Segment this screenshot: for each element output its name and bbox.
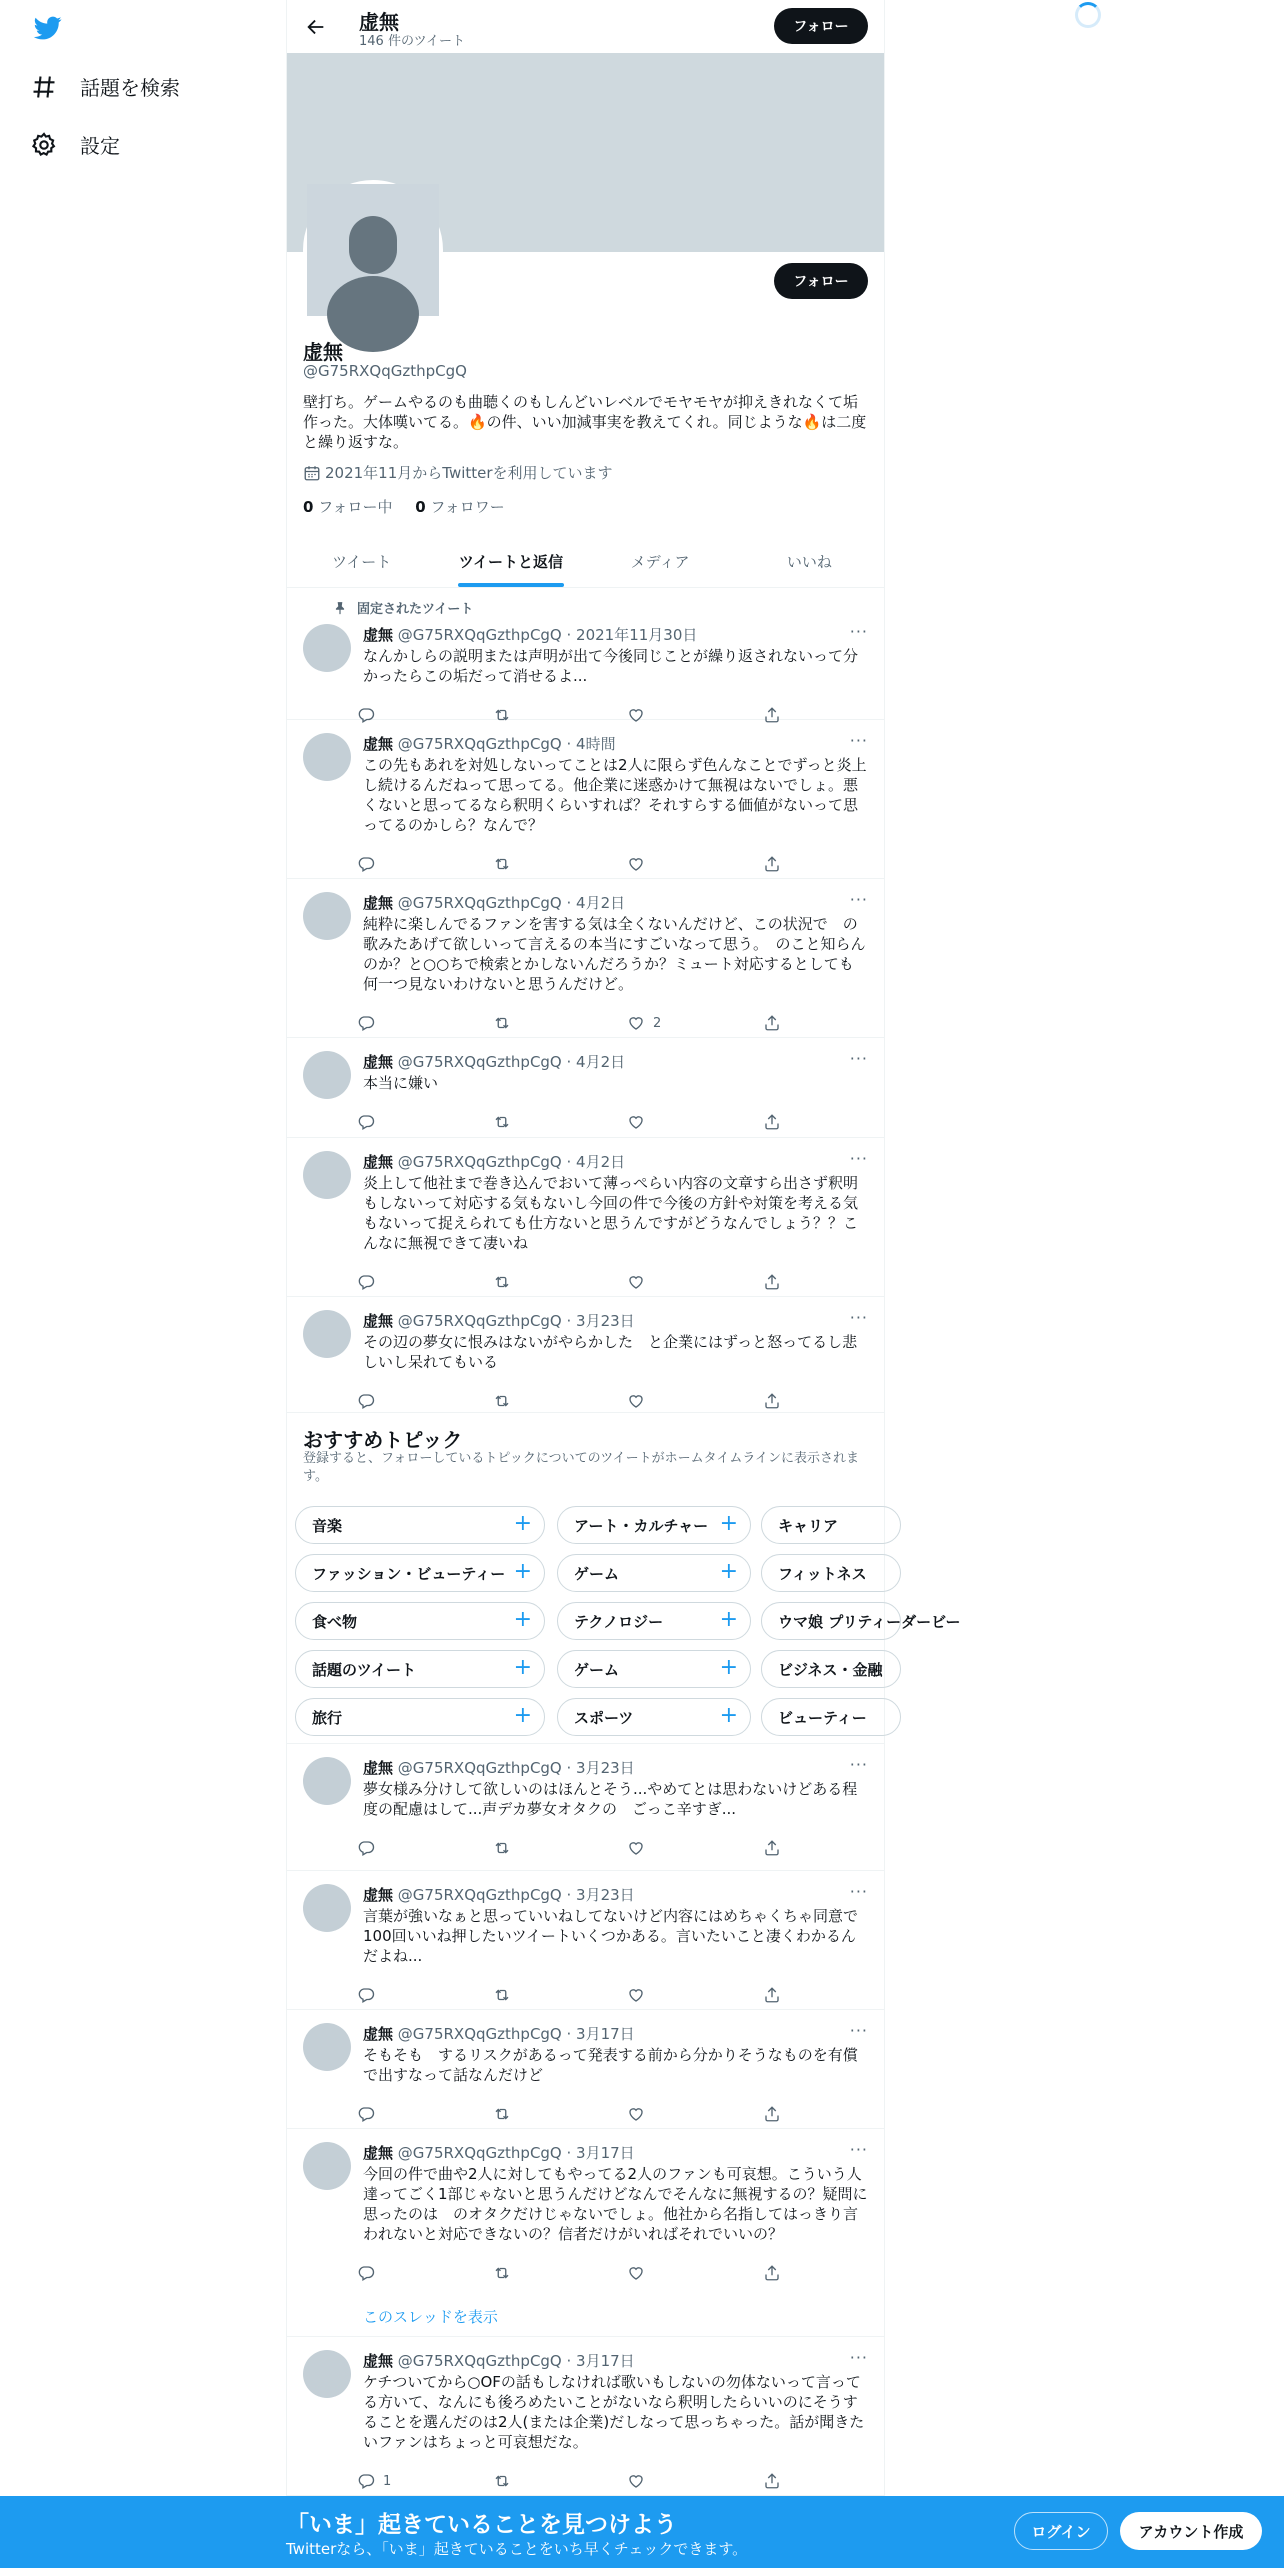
tweet-text: ケチついてから○OFの話もしなければ歌いもしないの勿体ないって言ってる方いて、なんにも後ろめたいことがないなら釈明したらいいのにそうすることを選んだのは2人(または企業)だしなって思っちゃった。話が聞きたいファンはちょっと可哀想だな。: [363, 2373, 865, 2451]
topic-chip-label: ビジネス・金融: [778, 1660, 883, 1679]
topic-chip[interactable]: [557, 1554, 751, 1592]
tweet[interactable]: [287, 721, 884, 879]
retweet-icon: [493, 1273, 511, 1291]
topic-chip[interactable]: [557, 1650, 751, 1688]
reply-icon: [357, 1113, 375, 1131]
topic-chip[interactable]: [295, 1698, 545, 1736]
tweet-actions: [357, 1392, 787, 1412]
tweet-text: 夢女様み分けして欲しいのはほんとそう...やめてとは思わないけどある程度の配慮はして...声デカ夢女オタクの ごっこ辛すぎ...: [363, 1780, 858, 1818]
nav-explore[interactable]: [30, 72, 180, 101]
plus-icon[interactable]: +: [719, 1703, 738, 1728]
tweet-meta[interactable]: @G75RXQqGzthpCgQ · 3月23日: [397, 1759, 635, 1777]
tweet-actions: [357, 2264, 787, 2284]
reply-button[interactable]: [357, 1273, 383, 1291]
share-icon: [763, 1392, 781, 1410]
reply-icon: [357, 1392, 375, 1410]
share-button[interactable]: [763, 2264, 781, 2282]
share-icon: [763, 2105, 781, 2123]
tweet-avatar[interactable]: [303, 892, 351, 940]
login-button[interactable]: ログイン: [1014, 2512, 1108, 2550]
tweet-avatar[interactable]: [303, 2142, 351, 2190]
topic-chip-label: 旅行: [312, 1708, 343, 1727]
more-options-icon[interactable]: ···: [849, 890, 868, 909]
topic-chip-label: アート・カルチャー: [574, 1516, 709, 1535]
tweet-actions: [357, 2105, 787, 2125]
topic-chip[interactable]: [761, 1602, 961, 1640]
topic-chip[interactable]: [295, 1554, 545, 1592]
heart-icon: [627, 1273, 645, 1291]
more-options-icon[interactable]: ···: [849, 2021, 868, 2040]
pinned-tweet-text: 固定されたツイート: [357, 602, 474, 617]
tab-tweets-and-replies[interactable]: ツイートと返信: [436, 535, 585, 587]
tab-tweets[interactable]: ツイート: [331, 552, 392, 571]
profile-follow-button[interactable]: フォロー: [774, 263, 868, 299]
tweet[interactable]: [287, 2130, 884, 2337]
reply-button[interactable]: [357, 2472, 391, 2490]
retweet-button[interactable]: [493, 1839, 511, 1857]
tweet-actions: [357, 1986, 787, 2006]
reply-icon: [357, 2472, 375, 2490]
tweet-author-name[interactable]: 虚無: [363, 626, 394, 644]
nav-explore-label: 話題を検索: [80, 76, 180, 100]
retweet-icon: [493, 855, 511, 873]
tweet-meta[interactable]: @G75RXQqGzthpCgQ · 3月17日: [397, 2144, 635, 2162]
like-button[interactable]: [627, 1014, 661, 1032]
topics-description: 登録すると、フォローしているトピックについてのツイートがホームタイムラインに表示されます。: [303, 1451, 860, 1484]
followers-count: 0: [415, 498, 426, 516]
tweet-author-name[interactable]: 虚無: [363, 894, 394, 912]
heart-icon: [627, 1839, 645, 1857]
heart-icon: [627, 2472, 645, 2490]
tweet-avatar[interactable]: [303, 2350, 351, 2398]
topic-chip-label: スポーツ: [574, 1708, 634, 1727]
topic-chip-label: テクノロジー: [574, 1612, 664, 1631]
share-button[interactable]: [763, 1113, 781, 1131]
topic-chip[interactable]: [761, 1650, 901, 1688]
retweet-icon: [493, 2105, 511, 2123]
topic-chip[interactable]: [557, 1506, 751, 1544]
tweet[interactable]: [287, 1745, 884, 1871]
tweet-avatar[interactable]: [303, 624, 351, 672]
retweet-button[interactable]: [493, 855, 511, 873]
pinned-tweet[interactable]: [287, 590, 884, 720]
plus-icon[interactable]: +: [513, 1703, 532, 1728]
nav-settings-label: 設定: [80, 134, 120, 158]
retweet-icon: [493, 1014, 511, 1032]
followers-link[interactable]: [415, 498, 504, 516]
following-label: フォロー中: [313, 498, 393, 516]
like-button[interactable]: [627, 2472, 653, 2490]
plus-icon[interactable]: +: [719, 1607, 738, 1632]
tweet-text: 言葉が強いなぁと思っていいねしてないけど内容にはめちゃくちゃ同意で100回いいね押したいツイートいくつかある。言いたいこと凄くわかるんだよね...: [363, 1907, 859, 1965]
following-count: 0: [303, 498, 314, 516]
heart-icon: [627, 855, 645, 873]
following-link[interactable]: [303, 498, 392, 516]
signup-banner-subtitle: Twitterなら、「いま」起きていることをいち早くチェックできます。: [286, 2540, 748, 2558]
tweet-header: [363, 1884, 635, 1905]
share-button[interactable]: [763, 1986, 781, 2004]
tweet-text: 今回の件で曲や2人に対してもやってる2人のファンも可哀想。こういう人達ってごく1部じゃないと思うんだけどなんでそんなに無視するの？疑問に思ったのは のオタクだけじゃないでしょ。他社から名指してはっきり言われないと対応できないの？信者だけがいればそれでいいの？: [363, 2165, 868, 2243]
tweet-meta[interactable]: @G75RXQqGzthpCgQ · 3月17日: [397, 2025, 635, 2043]
pin-icon: [333, 601, 347, 615]
tweet-header: [363, 1151, 625, 1172]
loading-spinner-icon: [1075, 2, 1101, 28]
tweet[interactable]: [287, 1039, 884, 1138]
reply-icon: [357, 1986, 375, 2004]
tweet-meta[interactable]: @G75RXQqGzthpCgQ · 2021年11月30日: [397, 626, 698, 644]
plus-icon[interactable]: +: [719, 1511, 738, 1536]
retweet-icon: [493, 1986, 511, 2004]
tweet-header: [363, 733, 616, 754]
tweet-text: その辺の夢女に恨みはないがやらかした と企業にはずっと怒ってるし悲しいし呆れてもいる: [363, 1333, 858, 1371]
topic-chip-label: 食べ物: [312, 1612, 358, 1631]
back-arrow-icon[interactable]: [305, 16, 327, 38]
gear-icon: [30, 131, 58, 159]
topic-chip-label: 話題のツイート: [312, 1660, 416, 1679]
tweet-avatar[interactable]: [303, 1310, 351, 1358]
topic-chip-label: 音楽: [312, 1516, 343, 1535]
tweet-author-name[interactable]: 虚無: [363, 1759, 394, 1777]
tweet-header: [363, 2023, 635, 2044]
plus-icon[interactable]: +: [513, 1607, 532, 1632]
signup-banner-title: 「いま」起きていることを見つけよう: [286, 2512, 677, 2538]
header-tweet-count: 146 件のツイート: [359, 34, 466, 49]
tweet-author-name[interactable]: 虚無: [363, 1312, 394, 1330]
share-icon: [763, 1273, 781, 1291]
topic-chip-label: ゲーム: [574, 1564, 620, 1583]
plus-icon[interactable]: +: [513, 1655, 532, 1680]
plus-icon[interactable]: +: [513, 1511, 532, 1536]
retweet-icon: [493, 1839, 511, 1857]
tweet-meta[interactable]: @G75RXQqGzthpCgQ · 4月2日: [397, 1153, 626, 1171]
tweet-meta[interactable]: @G75RXQqGzthpCgQ · 3月23日: [397, 1312, 635, 1330]
reply-count: 1: [383, 2473, 392, 2489]
more-options-icon[interactable]: ···: [849, 1308, 868, 1327]
tweet-text: 炎上して他社まで巻き込んでおいて薄っぺらい内容の文章すら出さず釈明もしないって対応する気もないし今回の件で今後の方針や対策を考える気もないって捉えられても仕方ないと思うんですがどうなんでしょう？？こんなに無視できて凄いね: [363, 1174, 859, 1252]
profile-header-bar: [287, 0, 884, 53]
share-button[interactable]: [763, 855, 781, 873]
reply-icon: [357, 2264, 375, 2282]
more-options-icon[interactable]: ···: [849, 2140, 868, 2159]
reply-button[interactable]: [357, 1014, 383, 1032]
hashtag-icon: [30, 73, 58, 101]
profile-joined-text: 2021年11月からTwitterを利用しています: [325, 464, 613, 482]
tweet-meta[interactable]: @G75RXQqGzthpCgQ · 4月2日: [397, 894, 626, 912]
share-icon: [763, 2264, 781, 2282]
tweet-author-name[interactable]: 虚無: [363, 1886, 394, 1904]
heart-icon: [627, 1113, 645, 1131]
topic-chip[interactable]: [295, 1602, 545, 1640]
tweet-header: [363, 1757, 635, 1778]
tweet-actions: [357, 2472, 787, 2492]
reply-icon: [357, 855, 375, 873]
topic-chip[interactable]: [557, 1698, 751, 1736]
reply-button[interactable]: [357, 1392, 383, 1410]
tweet-meta[interactable]: @G75RXQqGzthpCgQ · 4時間: [397, 735, 616, 753]
show-thread-link[interactable]: このスレッドを表示: [363, 2308, 498, 2326]
retweet-button[interactable]: [493, 2472, 511, 2490]
profile-joined: [303, 462, 613, 483]
tweet-header: [363, 2142, 635, 2163]
topic-chip-label: ウマ娘 プリティーダービー: [778, 1612, 961, 1631]
topic-chip-label: ファッション・ビューティー: [312, 1564, 506, 1583]
signup-button[interactable]: アカウント作成: [1120, 2512, 1262, 2550]
default-avatar-icon: [307, 184, 439, 316]
topic-chip[interactable]: [761, 1506, 901, 1544]
topic-chip[interactable]: [761, 1698, 901, 1736]
tweet[interactable]: [287, 1872, 884, 2010]
share-button[interactable]: [763, 1014, 781, 1032]
like-button[interactable]: [627, 1273, 653, 1291]
profile-name: 虚無: [303, 340, 343, 364]
tweet[interactable]: [287, 1298, 884, 1413]
plus-icon[interactable]: +: [513, 1559, 532, 1584]
heart-icon: [627, 2264, 645, 2282]
retweet-button[interactable]: [493, 1986, 511, 2004]
retweet-button[interactable]: [493, 1014, 511, 1032]
tweet-author-name[interactable]: 虚無: [363, 1053, 394, 1071]
reply-button[interactable]: [357, 1839, 383, 1857]
more-options-icon[interactable]: ···: [849, 1882, 868, 1901]
like-button[interactable]: [627, 1986, 653, 2004]
tweet-header: [363, 1310, 635, 1331]
signup-banner: [0, 2496, 1284, 2568]
retweet-button[interactable]: [493, 2105, 511, 2123]
tweet-avatar[interactable]: [303, 1151, 351, 1199]
retweet-icon: [493, 1113, 511, 1131]
profile-follow-stats: [303, 496, 505, 517]
reply-icon: [357, 1839, 375, 1857]
profile-tabs: [287, 535, 884, 588]
heart-icon: [627, 1986, 645, 2004]
share-icon: [763, 1986, 781, 2004]
share-button[interactable]: [763, 1273, 781, 1291]
tweet[interactable]: [287, 2011, 884, 2129]
share-icon: [763, 1113, 781, 1131]
tweet-actions: [357, 855, 787, 875]
plus-icon[interactable]: +: [719, 1655, 738, 1680]
tweet-text: 本当に嫌い: [363, 1074, 439, 1092]
heart-icon: [627, 2105, 645, 2123]
share-icon: [763, 2472, 781, 2490]
more-options-icon[interactable]: ···: [849, 622, 868, 641]
tweet-actions: [357, 1273, 787, 1293]
profile-handle: @G75RXQqGzthpCgQ: [303, 362, 467, 380]
share-icon: [763, 1839, 781, 1857]
retweet-button[interactable]: [493, 2264, 511, 2282]
tweet-author-name[interactable]: 虚無: [363, 2144, 394, 2162]
heart-icon: [627, 1014, 645, 1032]
tweet-header: [363, 624, 697, 645]
tweet-meta[interactable]: @G75RXQqGzthpCgQ · 3月17日: [397, 2352, 635, 2370]
profile-column: [286, 0, 961, 2568]
share-button[interactable]: [763, 2472, 781, 2490]
tweet-avatar[interactable]: [303, 1051, 351, 1099]
topic-chip[interactable]: [557, 1602, 751, 1640]
tweet-text: なんかしらの説明または声明が出て今後同じことが繰り返されないって分かったらこの垢だって消せるよ...: [363, 647, 859, 685]
tweet-avatar[interactable]: [303, 1757, 351, 1805]
retweet-icon: [493, 2264, 511, 2282]
tweet-avatar[interactable]: [303, 733, 351, 781]
reply-button[interactable]: [357, 1986, 383, 2004]
pinned-tweet-label: [333, 598, 473, 617]
tweet[interactable]: [287, 2338, 884, 2496]
reply-button[interactable]: [357, 2105, 383, 2123]
more-options-icon[interactable]: ···: [849, 1149, 868, 1168]
tab-media[interactable]: メディア: [630, 552, 690, 571]
plus-icon[interactable]: +: [719, 1559, 738, 1584]
tweet-header: [363, 1051, 625, 1072]
header-profile-name: 虚無: [359, 10, 399, 34]
more-options-icon[interactable]: ···: [849, 731, 868, 750]
retweet-icon: [493, 2472, 511, 2490]
topic-chip[interactable]: [295, 1650, 545, 1688]
like-button[interactable]: [627, 2264, 653, 2282]
retweet-button[interactable]: [493, 1113, 511, 1131]
like-button[interactable]: [627, 855, 653, 873]
heart-icon: [627, 1392, 645, 1410]
profile-avatar[interactable]: [303, 180, 443, 320]
tweet[interactable]: [287, 1139, 884, 1297]
header-follow-button[interactable]: フォロー: [774, 8, 868, 44]
reply-icon: [357, 1273, 375, 1291]
like-button[interactable]: [627, 1392, 653, 1410]
recommended-topics: [287, 1414, 961, 1744]
topic-chip-label: ビューティー: [778, 1708, 867, 1727]
share-button[interactable]: [763, 2105, 781, 2123]
like-button[interactable]: [627, 1113, 653, 1131]
tweet-meta[interactable]: @G75RXQqGzthpCgQ · 3月23日: [397, 1886, 635, 1904]
more-options-icon[interactable]: ···: [849, 2348, 868, 2367]
share-icon: [763, 1014, 781, 1032]
topic-chip[interactable]: [761, 1554, 901, 1592]
share-icon: [763, 855, 781, 873]
like-button[interactable]: [627, 1839, 653, 1857]
tweet-text: 純粋に楽しんでるファンを害する気は全くないんだけど、この状況で の歌みたあげて欲しいって言えるの本当にすごいなって思う。 のこと知らんのか？と○○ちで検索とかしないんだろうか？ミュート対応するとしても何一つ見ないわけないと思うんだけど。: [363, 915, 866, 993]
reply-button[interactable]: [357, 855, 383, 873]
topic-chip[interactable]: [295, 1506, 545, 1544]
topic-chip-label: キャリア: [778, 1516, 839, 1535]
tweet-meta[interactable]: @G75RXQqGzthpCgQ · 4月2日: [397, 1053, 626, 1071]
tweet-actions: [357, 1014, 787, 1034]
followers-label: フォロワー: [425, 498, 505, 516]
share-button[interactable]: [763, 1839, 781, 1857]
share-button[interactable]: [763, 1392, 781, 1410]
nav-settings[interactable]: [30, 130, 120, 159]
twitter-bird-icon[interactable]: [32, 14, 64, 42]
reply-button[interactable]: [357, 1113, 383, 1131]
reply-icon: [357, 1014, 375, 1032]
tweet-avatar[interactable]: [303, 1884, 351, 1932]
tweet-avatar[interactable]: [303, 2023, 351, 2071]
profile-bio: 壁打ち。ゲームやるのも曲聴くのもしんどいレベルでモヤモヤが抑えきれなくて垢作った。大体嘆いてる。🔥の件、いい加減事実を教えてくれ。同じような🔥は二度と繰り返すな。: [303, 393, 867, 451]
tweet-author-name[interactable]: 虚無: [363, 1153, 394, 1171]
retweet-button[interactable]: [493, 1273, 511, 1291]
more-options-icon[interactable]: ···: [849, 1755, 868, 1774]
more-options-icon[interactable]: ···: [849, 1049, 868, 1068]
tweet-author-name[interactable]: 虚無: [363, 2025, 394, 2043]
topic-chip-label: ゲーム: [574, 1660, 620, 1679]
tweet-header: [363, 2350, 635, 2371]
topic-chip-label: フィットネス: [778, 1564, 867, 1583]
retweet-icon: [493, 1392, 511, 1410]
tweet-header: [363, 892, 625, 913]
tweet-text: この先もあれを対処しないってことは2人に限らず色んなことでずっと炎上し続けるんだねって思ってる。他企業に迷惑かけて無視はないでしょ。悪くないと思ってるなら釈明くらいすれば？それすらする価値がないって思ってるのかしら？なんで？: [363, 756, 867, 834]
reply-button[interactable]: [357, 2264, 383, 2282]
retweet-button[interactable]: [493, 1392, 511, 1410]
reply-icon: [357, 2105, 375, 2123]
like-count: 2: [653, 1015, 662, 1031]
tweet-author-name[interactable]: 虚無: [363, 2352, 394, 2370]
tweet-text: そもそも するリスクがあるって発表する前から分かりそうなものを有償で出すなって話なんだけど: [363, 2046, 858, 2084]
tweet[interactable]: [287, 880, 884, 1038]
tweet-author-name[interactable]: 虚無: [363, 735, 394, 753]
calendar-icon: [303, 464, 321, 482]
tab-likes[interactable]: いいね: [786, 552, 832, 571]
like-button[interactable]: [627, 2105, 653, 2123]
tweet-actions: [357, 1839, 787, 1859]
topics-title: おすすめトピック: [303, 1428, 463, 1452]
tweet-actions: [357, 1113, 787, 1133]
